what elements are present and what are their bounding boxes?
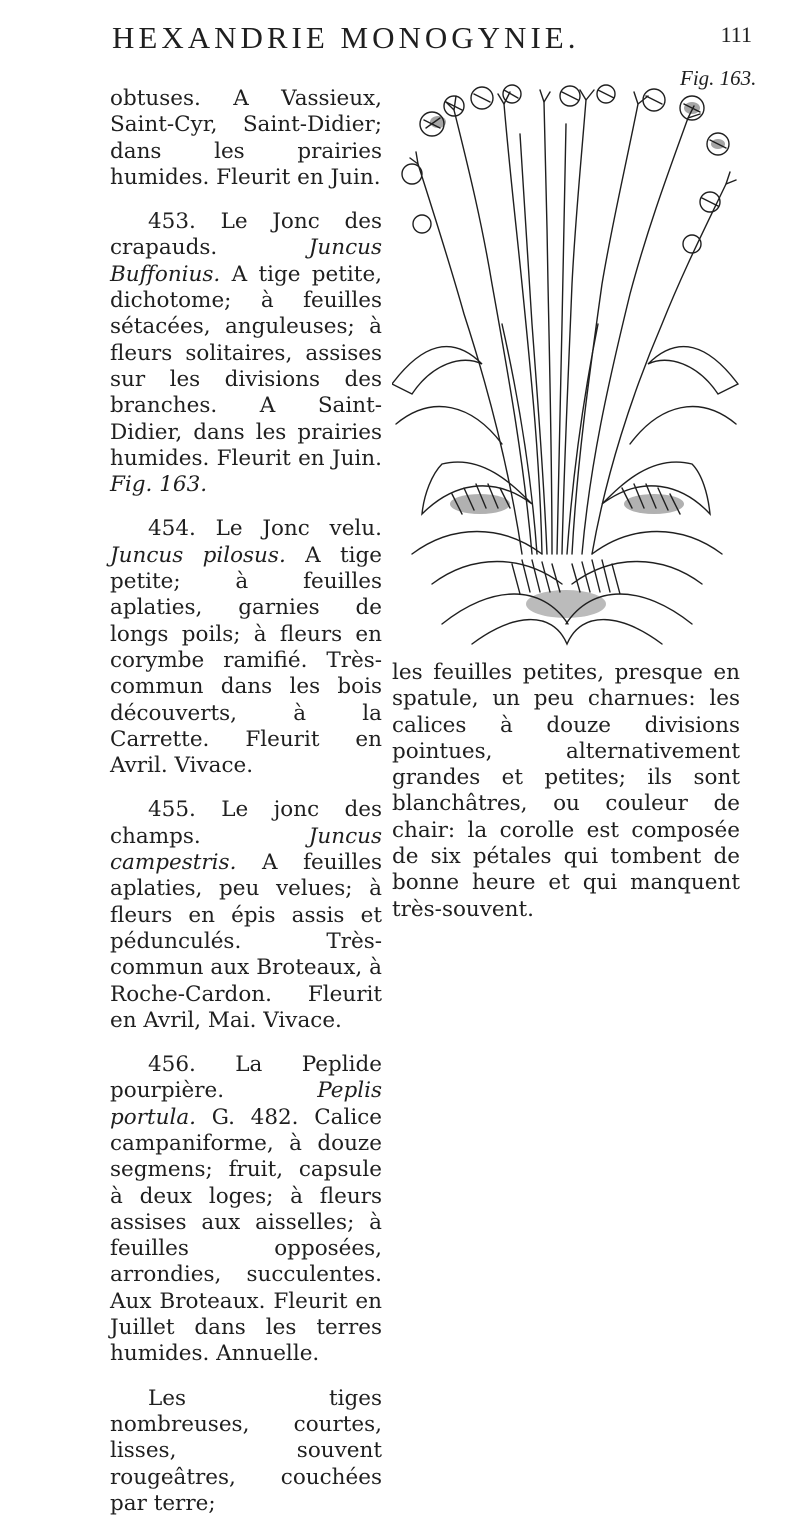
page-number: 111 bbox=[720, 22, 752, 47]
entry-latin: Peplis portula. bbox=[110, 1078, 382, 1130]
page-header bbox=[112, 20, 752, 60]
entry-latin: Juncus campestris. bbox=[110, 823, 382, 876]
entry-text: G. 482. Calice campaniforme, à douze segmens; fruit, capsule à deux loges; à fleurs assises aux aisselles; à feuilles opposées, arrondies, succulentes. Aux Broteaux. Fleurit en Juillet dans les terres humides. Annuelle. bbox=[110, 1104, 382, 1367]
entry-number: 454. bbox=[148, 516, 196, 542]
left-column bbox=[110, 86, 382, 1535]
juncus-engraving bbox=[392, 84, 740, 654]
entry-454 bbox=[110, 516, 382, 779]
entry-number: 455. bbox=[148, 797, 196, 823]
right-column bbox=[392, 660, 740, 923]
entry-text: A tige petite; à feuilles aplaties, garnies de longs poils; à fleurs en corymbe ramifié. Très-commun dans les bois découverts, à la Carrette. Fleurit en Avril. Vivace. bbox=[110, 542, 382, 779]
entry-name: Le Jonc velu. bbox=[215, 516, 382, 542]
entry-name: Le jonc des champs. bbox=[110, 797, 382, 849]
entry-text: A tige petite, dichotome; à feuilles sétacées, anguleuses; à fleurs solitaires, assises sur les divisions des branches. A Saint-Didier, dans les prairies humides. Fleurit en Juin. bbox=[110, 261, 382, 471]
paragraph-description-continued: les feuilles petites, presque en spatule, un peu charnues: les calices à douze divisions pointues, alternativement grandes et petites; ils sont blanchâtres, ou couleur de chair: la corolle est composée de six pétales qui tombent de bonne heure et qui manquent très-souvent. bbox=[392, 660, 740, 922]
entry-453 bbox=[110, 209, 382, 498]
entry-number: 456. bbox=[148, 1052, 196, 1078]
paragraph-description: Les tiges nombreuses, courtes, lisses, souvent rougeâtres, couchées par terre; bbox=[110, 1385, 382, 1516]
paragraph-continuation: obtuses. A Vassieux, Saint-Cyr, Saint-Didier; dans les prairies humides. Fleurit en Juin. bbox=[110, 86, 382, 190]
entry-455 bbox=[110, 797, 382, 1034]
running-title: HEXANDRIE MONOGYNIE. bbox=[112, 20, 580, 55]
entry-latin: Juncus pilosus. bbox=[110, 542, 286, 568]
entry-figure-ref: Fig. 163. bbox=[110, 472, 208, 498]
figure-caption: Fig. 163. bbox=[680, 66, 757, 90]
entry-456 bbox=[110, 1052, 382, 1368]
entry-name: La Peplide pourpière. bbox=[110, 1052, 382, 1104]
entry-text: A feuilles aplaties, peu velues; à fleurs en épis assis et pédunculés. Très-commun aux Broteaux, à Roche-Cardon. Fleurit en Avril, Mai. Vivace. bbox=[110, 850, 382, 1033]
plant-illustration bbox=[392, 84, 740, 654]
entry-latin: Juncus Buffonius. bbox=[110, 235, 382, 287]
entry-name: Le Jonc des crapauds. bbox=[110, 209, 382, 261]
entry-number: 453. bbox=[148, 209, 196, 235]
